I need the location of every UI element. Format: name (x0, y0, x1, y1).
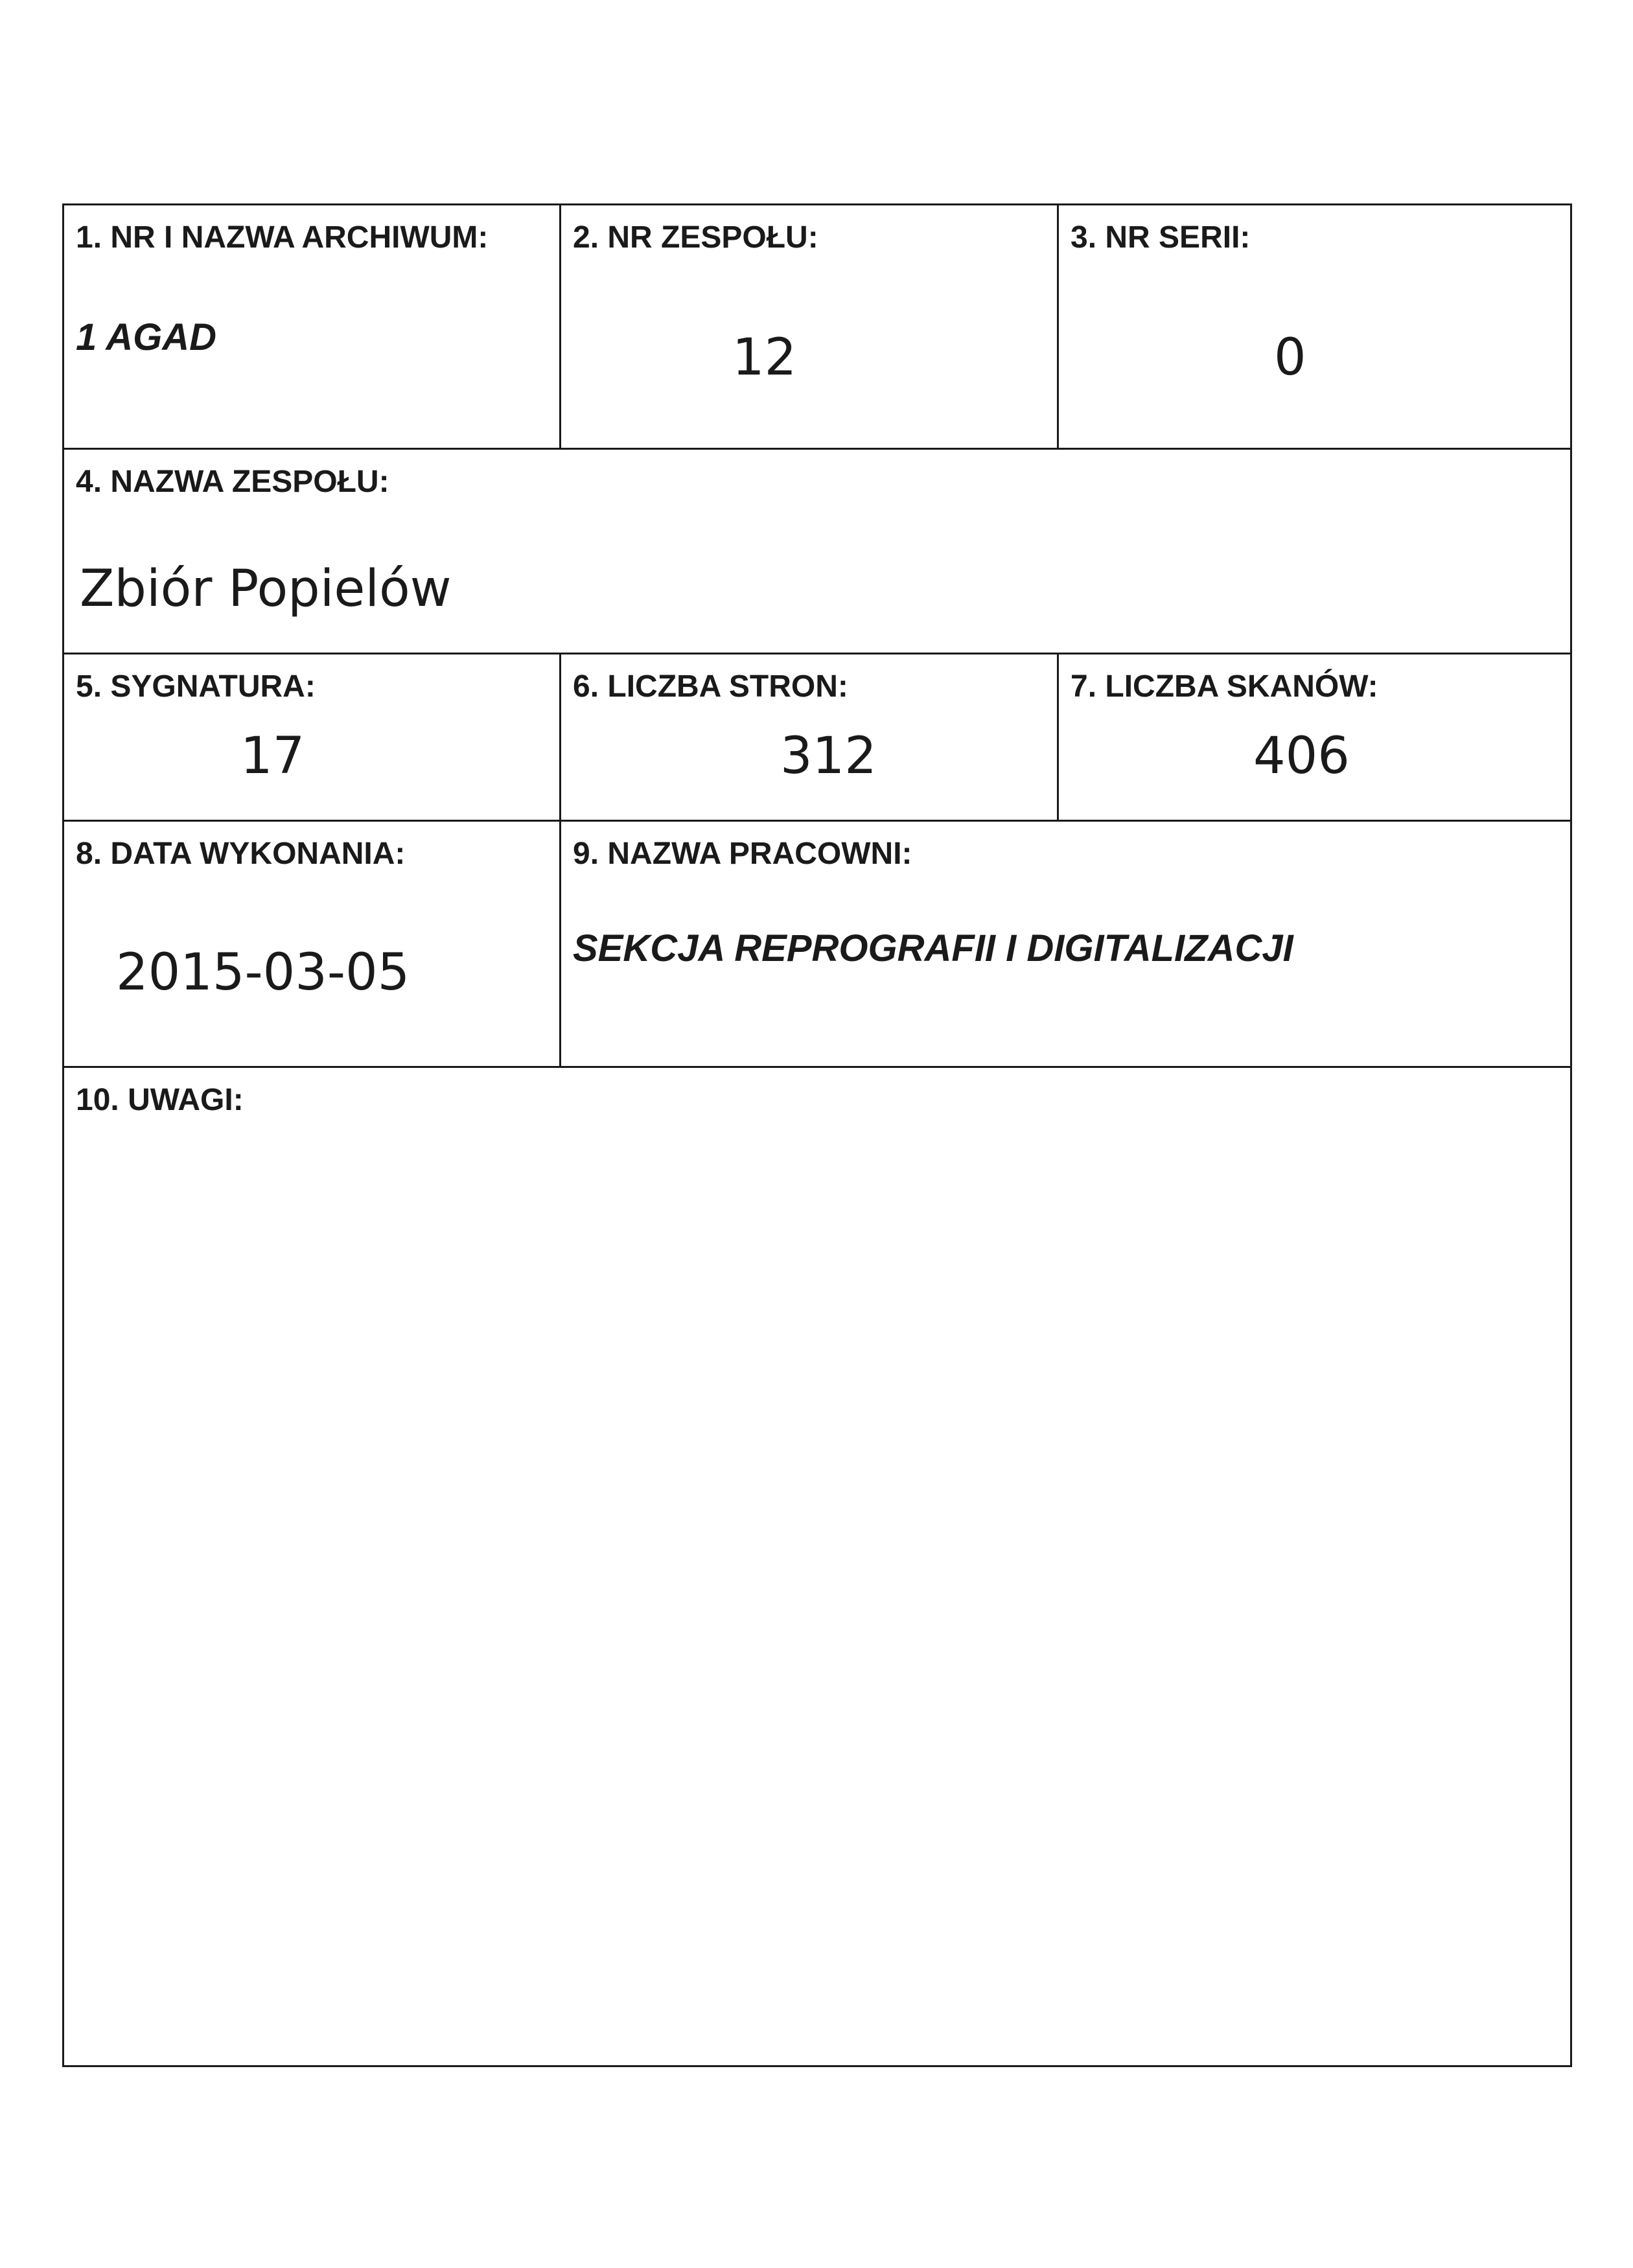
scans-label: 7. LICZBA SKANÓW: (1071, 669, 1378, 704)
archive-label: 1. NR I NAZWA ARCHIWUM: (76, 220, 489, 255)
pages-label: 6. LICZBA STRON: (573, 669, 848, 704)
pages-value: 312 (780, 727, 877, 785)
series-number-cell (1059, 205, 1570, 448)
fond-name-value: Zbiór Popielów (80, 560, 452, 618)
notes-cell (64, 1068, 1570, 2065)
archive-cell (64, 205, 559, 448)
scans-cell (1059, 654, 1570, 820)
metadata-form (62, 203, 1572, 2067)
scans-value: 406 (1253, 727, 1350, 785)
fond-name-label: 4. NAZWA ZESPOŁU: (76, 465, 389, 499)
workshop-cell (561, 822, 1570, 1066)
workshop-label: 9. NAZWA PRACOWNI: (573, 837, 912, 871)
fond-number-value: 12 (732, 329, 797, 387)
series-number-label: 3. NR SERII: (1071, 220, 1251, 255)
fond-number-cell (561, 205, 1057, 448)
workshop-value: SEKCJA REPROGRAFII I DIGITALIZACJI (573, 927, 1293, 969)
signature-cell (64, 654, 559, 820)
date-label: 8. DATA WYKONANIA: (76, 837, 406, 871)
archive-value: 1 AGAD (76, 316, 216, 358)
pages-cell (561, 654, 1057, 820)
fond-name-cell (64, 450, 1570, 653)
notes-label: 10. UWAGI: (76, 1083, 244, 1117)
signature-value: 17 (240, 727, 305, 785)
signature-label: 5. SYGNATURA: (76, 669, 316, 704)
series-number-value: 0 (1274, 329, 1306, 387)
date-value: 2015-03-05 (116, 943, 410, 1002)
date-cell (64, 822, 559, 1066)
fond-number-label: 2. NR ZESPOŁU: (573, 220, 818, 255)
